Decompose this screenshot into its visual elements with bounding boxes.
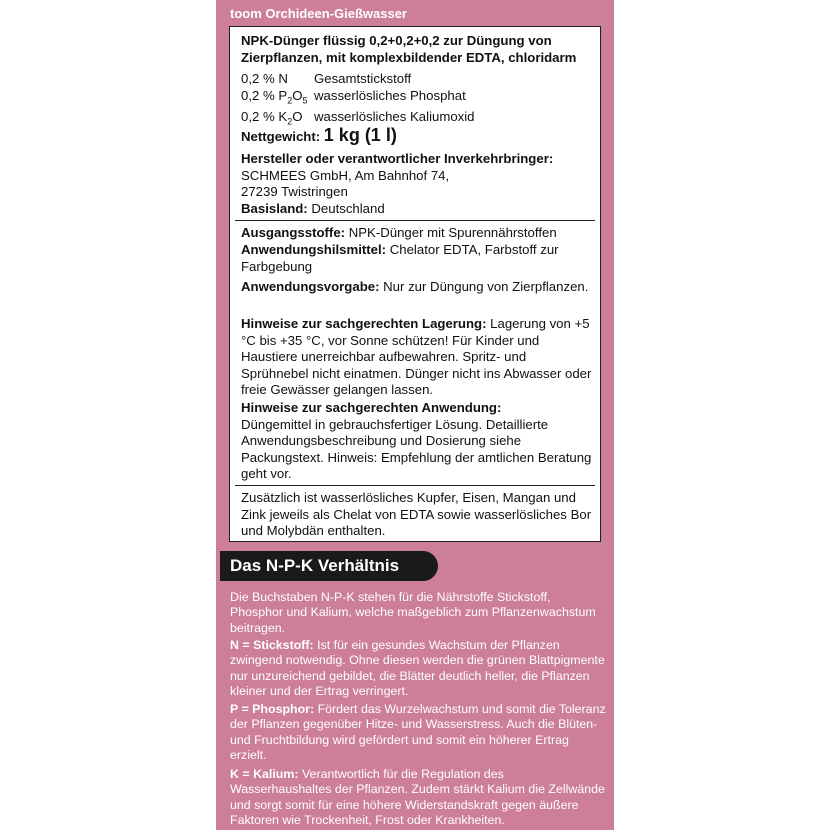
product-title: toom Orchideen-Gießwasser — [230, 6, 407, 21]
phosphor-label: P = Phosphor: — [230, 702, 315, 716]
aids-value: Chelator EDTA, Farbstoff zur Farbgebung — [241, 242, 559, 274]
npk-header-text: Das N-P-K Verhältnis — [230, 556, 400, 575]
npk-section-header — [220, 551, 438, 581]
net-weight — [241, 127, 592, 146]
aids-label: Anwendungshilsmittel: — [241, 242, 387, 257]
info-box — [229, 26, 601, 542]
usage-label: Anwendungsvorgabe: — [241, 279, 380, 294]
nitrogen-label: N = Stickstoff: — [230, 638, 314, 652]
nutrient-name: Gesamtstickstoff — [314, 71, 412, 86]
manufacturer-label: Hersteller oder verantwortlicher Inverkehrbringer: — [241, 151, 554, 166]
npk-nitrogen — [230, 638, 606, 700]
kalium-label: K = Kalium: — [230, 767, 299, 781]
application-label: Hinweise zur sachgerechten Anwendung: — [241, 400, 502, 415]
nutrient-name: wasserlösliches Phosphat — [314, 87, 466, 103]
weight-value: 1 kg (1 l) — [323, 125, 397, 145]
nutrient-name: wasserlösliches Kaliumoxid — [314, 108, 475, 124]
usage-line — [241, 279, 592, 296]
storage-value: Lagerung von +5 °C bis +35 °C, vor Sonne schützen! Für Kinder und Haustiere unerreichbar aufbewahren. Spritz- und Sprühnebel nicht einatmen. Dünger nicht ins Abwasser oder freie Gewässer gelangen lassen. — [241, 316, 592, 398]
application-block — [241, 400, 592, 483]
manufacturer-block — [241, 151, 592, 217]
usage-value: Nur zur Düngung von Zierpflanzen. — [383, 279, 589, 294]
storage-line — [241, 316, 592, 399]
aids-line — [241, 242, 592, 275]
country-value: Deutschland — [311, 200, 385, 216]
divider — [235, 220, 595, 221]
npk-kalium — [230, 767, 606, 829]
country-line — [241, 201, 592, 218]
source-value: NPK-Dünger mit Spurennährstoffen — [348, 225, 557, 240]
nutrient-pct: 0,2 % $P_2O_5$ — [241, 87, 308, 106]
storage-label: Hinweise zur sachgerechten Lagerung: — [241, 316, 487, 331]
divider — [235, 485, 595, 486]
weight-label: Nettgewicht: — [241, 129, 321, 144]
info-heading: NPK-Dünger flüssig 0,2+0,2+0,2 zur Düngung von Zierpflanzen, mit komplexbildender EDTA, chloridarm — [241, 33, 577, 65]
extra-nutrients: Zusätzlich ist wasserlösliches Kupfer, Eisen, Mangan und Zink jeweils als Chelat von EDTA sowie wasserlösliches Bor und Molybdän enthalten. — [241, 490, 592, 539]
nutrient-pct: 0,2 % $K_2O$ — [241, 108, 303, 127]
source-line — [241, 225, 592, 242]
kalium-text: Verantwortlich für die Regulation des Wasserhaushaltes der Pflanzen. Zudem stärkt Kalium die Zellwände und sorgt somit für eine höhere Widerstandskraft gegen äußere Faktoren wie Trockenheit, Frost oder Krankheiten. — [230, 767, 605, 828]
nitrogen-text: Ist für ein gesundes Wachstum der Pflanzen zwingend notwendig. Ohne diesen werden die grünen Blattpigmente nur unzureichend gebildet, die Blätter deutlich heller, die Pflanzen kleiner und der Ertrag verringert. — [230, 638, 605, 699]
npk-intro: Die Buchstaben N-P-K stehen für die Nährstoffe Stickstoff, Phosphor und Kalium, welche maßgeblich zum Pflanzenwachstum beitragen. — [230, 590, 596, 635]
nutrient-row — [241, 88, 592, 109]
application-value: Düngemittel in gebrauchsfertiger Lösung. Detaillierte Anwendungsbeschreibung und Dosierung siehe Packungstext. Hinweis: Empfehlung der amtlichen Beratung geht vor. — [241, 416, 592, 482]
nutrient-row — [241, 71, 592, 88]
manufacturer-line: 27239 Twistringen — [241, 184, 348, 200]
nutrient-pct: 0,2 % N — [241, 71, 288, 86]
country-label: Basisland: — [241, 200, 308, 216]
source-label: Ausgangsstoffe: — [241, 225, 346, 240]
manufacturer-line: SCHMEES GmbH, Am Bahnhof 74, — [241, 167, 450, 183]
npk-phosphor — [230, 702, 606, 764]
phosphor-text: Fördert das Wurzelwachstum und somit die Toleranz der Pflanzen gegenüber Hitze- und Wasserstress. Auch die Blüten- und Fruchtbildung wird gefördert und somit ein höherer Ertrag erzielt. — [230, 702, 606, 763]
nutrient-list — [241, 71, 592, 130]
